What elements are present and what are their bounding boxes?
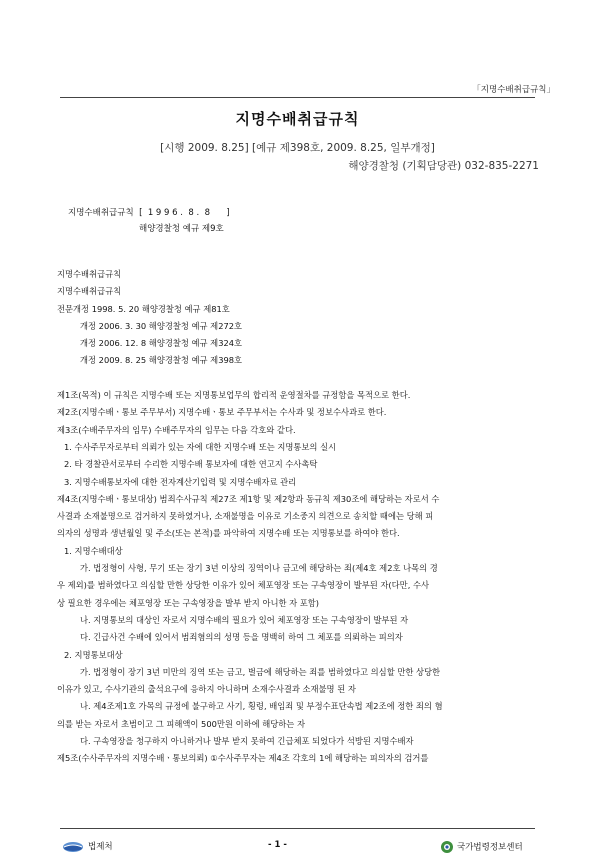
- enforcement-info: [시행 2009. 8.25] [예규 제398호, 2009. 8.25, 일부개정]: [160, 142, 435, 154]
- article-subitem: 가. 법정형이 사형, 무기 또는 장기 3년 이상의 징역이나 금고에 해당하는 죄(제4호 제2호 나목의 경: [80, 563, 438, 574]
- doc-title: 지명수배취급규칙: [235, 110, 360, 128]
- footer-right: [440, 840, 523, 854]
- history-line: 개정 2006. 12. 8 해양경찰청 예규 제324호: [80, 338, 243, 349]
- article-line: 상 필요한 경우에는 체포영장 또는 구속영장을 발부 받지 아니한 자 포함): [57, 597, 320, 608]
- agency-contact: 해양경찰청 (기획담당관) 032-835-2271: [348, 160, 539, 172]
- article-subitem: 다. 긴급사건 수배에 있어서 범죄혐의의 성명 등을 명백히 하여 그 체포를 의뢰하는 피의자: [80, 632, 403, 643]
- law-info-logo-icon: [440, 840, 454, 854]
- article-line: 제3조(수배주무자의 임무) 수배주무자의 임무는 다음 각호와 같다.: [57, 424, 296, 435]
- history-line: 개정 2006. 3. 30 해양경찰청 예규 제272호: [80, 320, 243, 331]
- history-line: 전문개정 1998. 5. 20 해양경찰청 예규 제81호: [57, 303, 230, 314]
- header-doc-tag: 「지명수배취급규칙」: [472, 85, 555, 95]
- history-line: 개정 2009. 8. 25 해양경찰청 예규 제398호: [80, 355, 243, 366]
- original-enactment: 지명수배취급규칙 [ 1 9 9 6 . 8 . 8 ]: [68, 208, 230, 218]
- article-subitem: 가. 법정형이 장기 3년 미만의 징역 또는 금고, 벌금에 해당하는 죄를 범하였다고 의심할 만한 상당한: [80, 666, 441, 677]
- article-item: 2. 타 경찰관서로부터 수리한 지명수배 통보자에 대한 연고지 수사촉탁: [64, 459, 318, 470]
- footer-left-label: 법제처: [88, 842, 113, 852]
- article-item: 2. 지명통보대상: [64, 649, 123, 660]
- article-line: 의를 받는 자로서 초범이고 그 피해액이 500만원 이하에 해당하는 자: [57, 718, 305, 729]
- article-line: 제1조(목적) 이 규칙은 지명수배 또는 지명통보업무의 합리적 운영절차를 규정함을 목적으로 한다.: [57, 390, 411, 401]
- page-number: - 1 -: [268, 840, 287, 850]
- article-line: 우 제외)를 범하였다고 의심할 만한 상당한 이유가 있어 체포영장 또는 구속영장이 발부된 자(다만, 수사: [57, 580, 430, 591]
- moleg-logo-icon: [62, 841, 84, 853]
- article-line: 제4조(지명수배ㆍ통보대상) 범죄수사규칙 제27조 제1항 및 제2항과 동규칙 제30조에 해당하는 자로서 수: [57, 493, 440, 504]
- article-subitem: 다. 구속영장을 청구하지 아니하거나 발부 받지 못하여 긴급체포 되었다가 석방된 지명수배자: [80, 736, 414, 747]
- article-item: 3. 지명수배통보자에 대한 전자계산기입력 및 지명수배자료 관리: [64, 476, 297, 487]
- history-line: 지명수배취급규칙: [57, 286, 122, 297]
- article-subitem: 나. 지명통보의 대상인 자로서 지명수배의 필요가 있어 체포영장 또는 구속영장이 발부된 자: [80, 614, 409, 625]
- header-rule: [60, 97, 535, 98]
- history-line: 지명수배취급규칙: [57, 269, 122, 279]
- article-line: 제2조(지명수배ㆍ통보 주무부서) 지명수배ㆍ통보 주무부서는 수사과 및 정보수사과로 한다.: [57, 407, 387, 418]
- original-rule-number: 해양경찰청 예규 제9호: [139, 224, 224, 234]
- article-item: 1. 지명수배대상: [64, 545, 123, 556]
- article-subitem: 나. 제4조제1호 가목의 규정에 불구하고 사기, 횡령, 배임죄 및 부정수표단속법 제2조에 정한 죄의 혐: [80, 701, 443, 712]
- article-line: 사결과 소재불명으로 검거하지 못하였거나, 소재불명을 이유로 기소중지 의견으로 송치할 때에는 당해 피: [57, 511, 434, 522]
- article-line: 이유가 있고, 수사기관의 출석요구에 응하지 아니하며 소재수사결과 소재불명 된 자: [57, 684, 356, 695]
- article-line: 제5조(수사주무자의 지명수배ㆍ통보의뢰) ①수사주무자는 제4조 각호의 1에 해당하는 피의자의 검거를: [57, 753, 429, 764]
- footer-right-label: 국가법령정보센터: [457, 842, 523, 853]
- article-item: 1. 수사주무자로부터 의뢰가 있는 자에 대한 지명수배 또는 지명통보의 실시: [64, 441, 337, 452]
- footer-rule: [60, 828, 535, 829]
- article-line: 의자의 성명과 생년월일 및 주소(또는 본적)를 파악하여 지명수배 또는 지명통보를 하여야 한다.: [57, 528, 400, 539]
- document-body: [57, 266, 542, 768]
